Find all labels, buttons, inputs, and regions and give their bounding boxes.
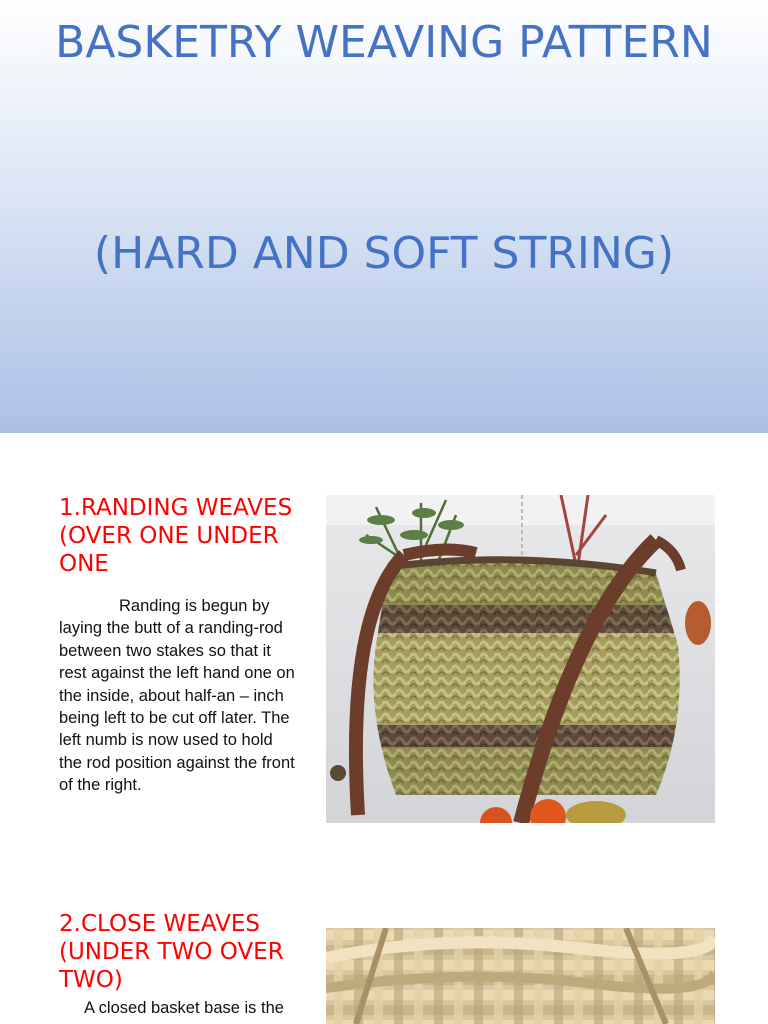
title-slide: [0, 0, 768, 433]
section-body: Randing is begun by laying the butt of a randing-rod between two stakes so that it rest against the left hand one on the inside, about half-an – inch being left to be cut off later. The left numb is now used to hold the rod position against the front of the right.: [59, 597, 295, 795]
section-close-weaves: [0, 903, 768, 1024]
section-heading: 2.CLOSE WEAVES (UNDER TWO OVER TWO): [59, 911, 284, 993]
section-randing-weaves: [0, 433, 768, 903]
basket-photo-close-weave: [326, 928, 715, 1024]
page-title: BASKETRY WEAVING PATTERN: [55, 17, 713, 68]
basket-photo-randing: [326, 495, 715, 823]
page-subtitle: (HARD AND SOFT STRING): [93, 228, 675, 279]
section-body: A closed basket base is the: [84, 999, 284, 1017]
section-heading: 1.RANDING WEAVES (OVER ONE UNDER ONE: [59, 495, 293, 577]
